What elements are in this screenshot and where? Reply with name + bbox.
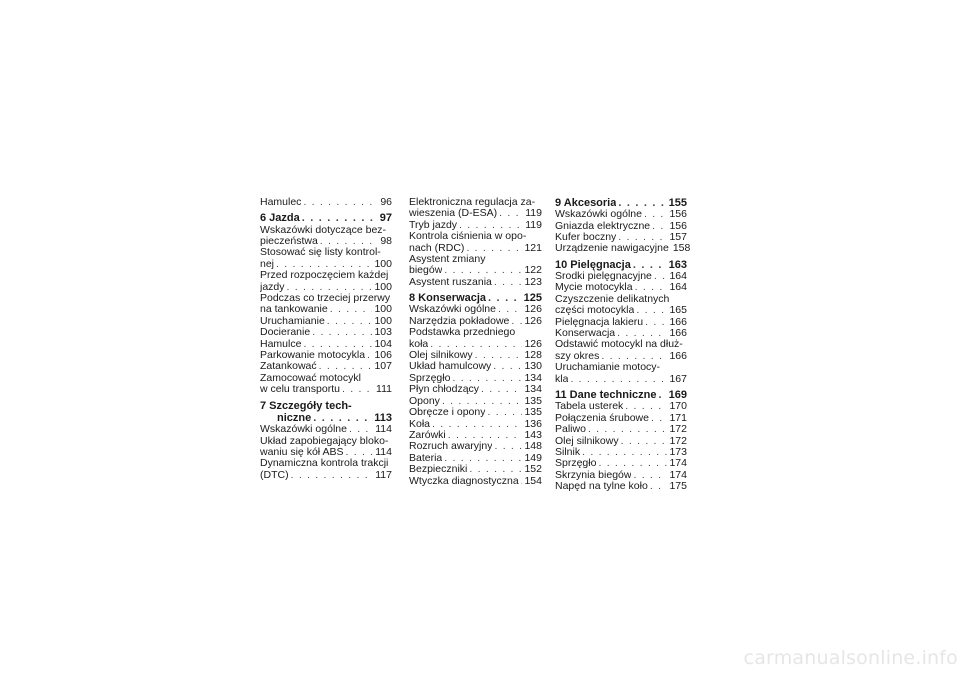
toc-page-number: 134 [524,383,542,396]
toc-entry [409,441,542,452]
toc-entry [409,407,542,418]
toc-entry [409,304,542,315]
toc-section-heading [260,212,392,224]
toc-entry-title: Płyn chłodzący [409,384,480,396]
toc-column-2 [409,197,542,487]
dot-leader [521,476,523,487]
toc-entry [409,430,542,441]
toc-page-number: 111 [376,383,392,396]
toc-entry-title: 8 Konserwacja [409,292,487,305]
toc-entry-title-line: Stosować się listy kontrol- [260,246,381,259]
toc-entry-title: Wtyczka diagnostyczna [409,475,519,487]
toc-page-number: 166 [669,349,687,362]
dot-leader [442,396,523,407]
dot-leader [651,413,667,424]
toc-page-number: 152 [524,463,542,476]
toc-page-number: 164 [669,270,687,283]
dot-leader [493,361,522,372]
toc-entry [260,247,392,270]
toc-page-number: 156 [669,208,687,221]
toc-entry-title: (DTC) [260,469,289,481]
dot-leader [588,424,668,435]
toc-entry-title: nej [260,258,275,270]
toc-entry-title-line: Wskazówki dotyczące bez- [260,223,387,236]
toc-entry [555,294,687,317]
dot-leader [494,441,522,452]
toc-page-number: 143 [524,428,542,441]
toc-column-3 [555,197,691,493]
dot-leader [327,316,373,327]
dot-leader [650,481,668,492]
toc-page-number: 125 [523,292,542,305]
toc-entry [260,293,392,316]
toc-entry [260,458,392,481]
toc-page-number: 172 [669,434,687,447]
dot-leader [498,304,523,315]
toc-page-number: 123 [524,275,542,288]
toc-page-number: 134 [524,371,542,384]
toc-entry [409,277,542,288]
toc-entry [260,373,392,396]
toc-entry-title: Mycie motocykla [555,282,633,294]
toc-page-number: 135 [524,406,542,419]
toc-entry [555,458,687,469]
toc-entry [409,464,542,475]
toc-entry [409,350,542,361]
toc-page-number: 119 [525,207,542,220]
toc-section-heading [555,259,687,271]
dot-leader [582,447,667,458]
toc-page-number: 104 [374,337,392,350]
toc-entry [409,476,542,487]
dot-leader [625,401,667,412]
toc-entry [555,424,687,435]
toc-entry-title: Połączenia śrubowe [555,412,649,424]
toc-page-number: 126 [524,314,542,327]
toc-entry-title: Gniazda elektryczne [555,220,651,232]
dot-leader [432,419,522,430]
toc-entry-title-line: Podstawka przedniego [409,326,516,339]
toc-entry [555,209,687,220]
dot-leader [636,305,667,316]
toc-entry-title: Wskazówki ogólne [409,304,496,316]
toc-entry [555,436,687,447]
toc-entry-title: Uruchamianie [260,315,325,327]
toc-entry-title-line: Zamocować motocykl [260,371,361,384]
toc-entry-title-line: Asystent zmiany [409,253,486,266]
toc-page-number: 122 [524,264,542,277]
toc-page-number: 167 [669,372,687,385]
dot-leader [633,259,667,271]
toc-entry [260,327,392,338]
toc-entry [555,242,691,255]
toc-entry-title: Kufer boczny [555,232,617,244]
dot-leader [652,221,667,232]
toc-entry-title: Hamulec [260,197,302,208]
toc-page-number: 114 [375,423,392,436]
toc-section-heading [409,292,542,304]
toc-entry-title: Docieranie [260,327,311,339]
dot-leader [654,271,668,282]
toc-entry-title: Wskazówki ogólne [260,424,347,436]
toc-page-number: 166 [669,315,687,328]
toc-entry [260,350,392,361]
toc-entry-title: Asystent ruszania [409,276,492,288]
toc-entry [409,197,542,220]
toc-page-number: 155 [668,197,687,209]
dot-leader [645,317,667,328]
dot-leader [302,212,374,224]
toc-entry [555,232,687,243]
toc-entry-title: w celu transportu [260,384,340,396]
toc-column-1 [260,197,392,481]
toc-entry-title: Hamulce [260,338,302,350]
dot-leader [312,327,372,338]
toc-entry-title-line: 7 Szczegóły tech- [260,399,352,412]
toc-entry [555,447,687,458]
toc-section-heading [555,389,687,401]
toc-page-number: 174 [669,468,687,481]
toc-page-number: 130 [524,360,542,373]
toc-entry-title: Narzędzia pokładowe [409,315,510,327]
toc-page-number: 106 [374,349,392,362]
toc-page-number: 165 [669,304,687,317]
toc-entry-title: Obręcze i opony [409,407,486,419]
toc-page-number: 169 [668,389,687,402]
toc-entry [555,317,687,328]
toc-entry [260,197,392,208]
toc-entry-title: koła [409,338,429,350]
toc-entry-title: Skrzynia biegów [555,469,632,481]
toc-entry-title: pieczeństwa [260,236,318,248]
toc-entry [555,362,687,385]
toc-page-number: 173 [669,445,687,458]
toc-entry-title-line: Dynamiczna kontrola trakcji [260,457,389,470]
toc-entry-title-line: Kontrola ciśnienia w opo- [409,230,527,243]
toc-page-number: 96 [380,196,392,208]
toc-entry [555,470,687,481]
toc-entry [555,481,687,492]
toc-entry-title-line: Czyszczenie delikatnych [555,292,670,305]
toc-page-number: 170 [669,400,687,413]
dot-leader [494,277,523,288]
toc-page-number: 156 [669,219,687,232]
dot-leader [644,209,668,220]
toc-entry-title: Olej silnikowy [555,435,619,447]
toc-entry-title: biegów [409,265,443,277]
dot-leader [291,470,374,481]
toc-entry-title-line: Podczas co trzeciej przerwy [260,292,391,305]
toc-entry [409,419,542,430]
toc-page-number: 172 [669,423,687,436]
toc-entry [260,436,392,459]
toc-page-number: 126 [524,303,542,316]
dot-leader [659,389,667,401]
toc-section-heading [260,400,392,424]
toc-entry-title-line: Elektroniczna regulacja za- [409,196,536,208]
toc-entry-title: Olej silnikowy [409,350,473,362]
toc-entry-title: Rozruch awaryjny [409,441,493,453]
toc-page-number: 121 [524,241,542,254]
dot-leader [598,458,667,469]
toc-entry-title: Silnik [555,446,581,458]
toc-page-number: 100 [374,280,392,293]
toc-entry [409,396,542,407]
dot-leader [488,292,522,304]
toc-entry-title: nach (RDC) [409,242,465,254]
toc-entry-title: Układ hamulcowy [409,361,492,373]
toc-entry-title: Środki pielęgnacyjne [555,271,652,283]
toc-entry-title: waniu się kół ABS [260,446,344,458]
toc-entry-title: Urządzenie nawigacyjne [555,243,669,255]
dot-leader [618,232,667,243]
toc-entry [260,424,392,435]
toc-page-number: 174 [669,457,687,470]
toc-entry-title-line: Odstawić motocykl na dłuż- [555,338,683,351]
toc-page-number: 98 [380,235,392,248]
toc-entry-title: na tankowanie [260,304,328,316]
toc-entry-title: niczne [277,411,312,424]
dot-leader [303,339,372,350]
dot-leader [618,197,666,209]
watermark: carmanualsonline.info [743,647,958,669]
toc-page-number: 103 [374,326,392,339]
toc-page-number: 175 [669,480,687,493]
toc-entry-title: Sprzęgło [555,458,597,470]
toc-section-heading [555,197,687,209]
dot-leader [342,384,374,395]
toc-page-number: 128 [524,349,542,362]
toc-page-number: 114 [375,445,392,458]
toc-entry-title: 11 Dane techniczne [555,389,657,402]
toc-entry [555,401,687,412]
toc-entry [555,339,687,362]
toc-entry-title: szy okres [555,350,600,362]
toc-entry-title-line: Układ zapobiegający bloko- [260,434,389,447]
toc-page-number: 149 [524,451,542,464]
dot-leader [330,304,373,315]
dot-leader [367,350,372,361]
dot-leader [475,350,523,361]
dot-leader [303,197,374,208]
toc-page-number: 164 [669,281,687,294]
toc-entry [409,254,542,277]
dot-leader [570,374,667,385]
toc-entry-title: Napęd na tylne koło [555,481,648,493]
toc-entry-title: części motocykla [555,305,635,317]
toc-entry-title: Zatankować [260,361,317,373]
toc-entry [260,316,392,327]
dot-leader [481,384,522,395]
toc-entry-title: Bezpieczniki [409,464,468,476]
toc-entry-title: Sprzęgło [409,372,451,384]
toc-entry-title: jazdy [260,281,285,293]
toc-entry [260,339,392,350]
toc-entry-title: Pielęgnacja lakieru [555,316,644,328]
toc-page-number: 136 [524,417,542,430]
toc-entry-title: 10 Pielęgnacja [555,258,631,271]
toc-page-number: 126 [524,337,542,350]
toc-entry-title: Tabela usterek [555,401,624,413]
toc-page-number: 100 [374,303,392,316]
dot-leader [621,436,668,447]
toc-entry-title: Parkowanie motocykla [260,350,366,362]
dot-leader [499,208,523,219]
dot-leader [313,412,372,424]
toc-entry [409,361,542,372]
toc-entry-title: 6 Jazda [260,212,300,225]
toc-page-number: 100 [374,314,392,327]
dot-leader [430,339,522,350]
toc-entry-title: 9 Akcesoria [555,197,617,209]
toc-page-number: 107 [374,360,392,373]
dot-leader [633,470,667,481]
dot-leader [444,265,522,276]
toc-entry [409,384,542,395]
toc-entry-title: Żarówki [409,429,446,441]
dot-leader [448,430,523,441]
toc-page-number: 148 [524,440,542,453]
toc-entry-title: Tryb jazdy [409,219,458,231]
toc-entry-title: Bateria [409,452,443,464]
toc-page-number: 154 [524,474,542,487]
toc-entry-title: Opony [409,395,440,407]
toc-page-number: 135 [524,394,542,407]
toc-page-number: 171 [669,411,687,424]
toc-entry [555,271,687,282]
toc-page-number: 157 [669,231,687,244]
dot-leader [349,424,373,435]
toc-page-number: 100 [374,257,392,270]
toc-entry [260,270,392,293]
toc-page-number: 113 [374,411,392,424]
dot-leader [487,407,522,418]
dot-leader [469,464,522,475]
toc-page-number: 97 [379,212,392,225]
toc-entry [260,225,392,248]
toc-page-number: 158 [672,242,691,255]
toc-entry-title-line: Uruchamianie motocy- [555,361,661,374]
toc-page-number: 119 [525,218,542,231]
toc-page-number: 117 [375,468,392,481]
dot-leader [452,373,522,384]
toc-entry-title: Koła [409,418,431,430]
toc-entry [409,453,542,464]
dot-leader [444,453,522,464]
toc-entry-title: Konserwacja [555,328,616,340]
toc-entry [409,231,542,254]
toc-entry [409,327,542,350]
toc-entry [555,221,687,232]
toc-entry-title: wieszenia (D-ESA) [409,208,498,220]
toc-entry-title: Paliwo [555,424,586,436]
toc-entry [409,373,542,384]
toc-entry-title-line: Przed rozpoczęciem każdej [260,269,389,282]
toc-entry-title: Wskazówki ogólne [555,209,642,221]
toc-page-number: 166 [669,327,687,340]
toc-page-number: 163 [668,258,687,271]
toc-entry-title: kla [555,373,569,385]
toc-entry [555,413,687,424]
